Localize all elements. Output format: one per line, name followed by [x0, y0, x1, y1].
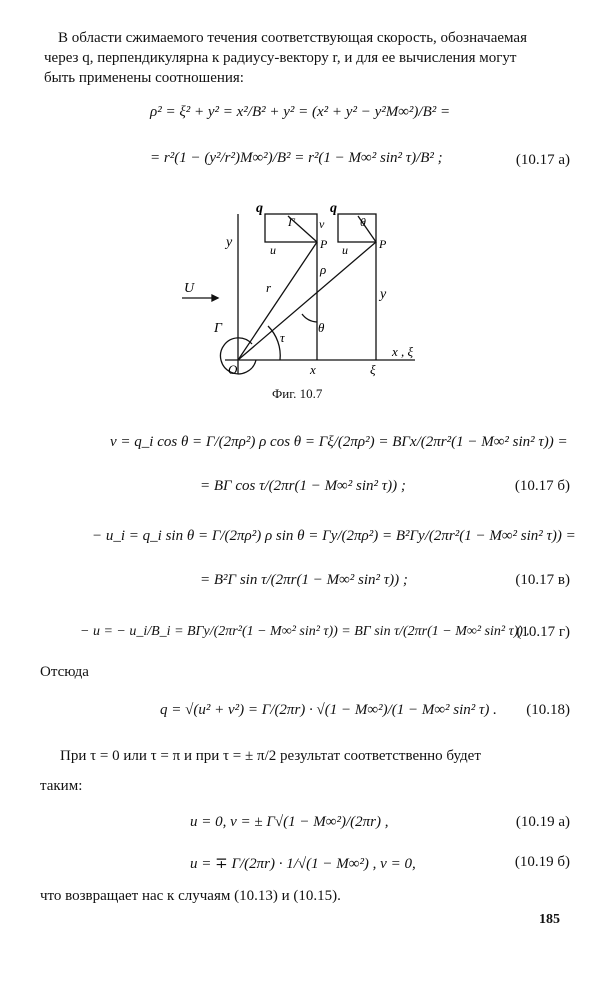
equation-label-10-19b: (10.19 б) — [514, 854, 570, 870]
page-number: 185 — [539, 912, 560, 927]
closing-text: что возвращает нас к случаям (10.13) и (10.15). — [40, 888, 341, 904]
equation-label-10-17v: (10.17 в) — [515, 572, 570, 588]
equation-label-10-17a: (10.17 а) — [515, 152, 570, 168]
label-u-infinity: U — [184, 281, 195, 296]
equation-10-18-row1: q = √(u² + v²) = Γ/(2πr) · √(1 − M∞²)/(1 − M∞² sin² τ) . — [160, 702, 497, 718]
label-xi-tick: ξ — [370, 362, 376, 377]
label-ui: u — [342, 243, 348, 257]
equation-10-17v-row2: = B²Γ sin τ/(2πr(1 − M∞² sin² τ)) ; — [200, 572, 408, 588]
label-theta-top: θ — [360, 215, 366, 229]
label-tau: τ — [280, 330, 285, 345]
label-gamma-top: Γ — [288, 215, 295, 229]
equation-10-17g-row1: − u = − u_i/B_i = BΓy/(2πr²(1 − M∞² sin² τ)) = BΓ sin τ/(2πr(1 − M∞² sin² τ)) . — [80, 624, 530, 639]
intro-line-1: В области сжимаемого течения соответствующая скорость, обозначаемая — [58, 30, 527, 46]
equation-10-19a-row1: u = 0, v = ± Γ√(1 − M∞²)/(2πr) , — [190, 814, 389, 830]
otsyuda-text: Отсюда — [40, 664, 89, 680]
equation-10-17b-row1: v = q_i cos θ = Γ/(2πρ²) ρ cos θ = Γξ/(2πρ²) = BΓx/(2πr²(1 − M∞² sin² τ)) = — [110, 434, 568, 450]
label-r: r — [266, 280, 272, 295]
label-y-right: y — [380, 287, 387, 302]
label-v: v — [319, 217, 325, 231]
equation-10-19b-row1: u = ∓ Γ/(2πr) · 1/√(1 − M∞²) , v = 0, — [190, 856, 416, 872]
equation-label-10-19a: (10.19 а) — [515, 814, 570, 830]
label-origin: O — [228, 362, 238, 377]
label-q-left: q — [256, 201, 263, 216]
equation-10-17v-row1: − u_i = q_i sin θ = Γ/(2πρ²) ρ sin θ = Γy/(2πρ²) = B²Γy/(2πr²(1 − M∞² sin² τ)) = — [92, 528, 576, 544]
label-u: u — [270, 243, 276, 257]
result-line-2: таким: — [40, 778, 83, 794]
label-y-axis: y — [226, 235, 233, 250]
label-axis-x: x , ξ — [392, 344, 414, 359]
label-q-right: q — [330, 201, 337, 216]
equation-label-10-17b: (10.17 б) — [514, 478, 570, 494]
result-line-1: При τ = 0 или τ = π и при τ = ± π/2 результат соответственно будет — [60, 748, 481, 764]
figure-caption: Фиг. 10.7 — [272, 386, 323, 401]
intro-line-2: через q, перпендикулярна к радиусу-вектору r, и для ее вычисления могут — [44, 50, 517, 66]
intro-line-3: быть применены соотношения: — [44, 70, 244, 86]
label-gamma: Γ — [214, 321, 222, 336]
equation-10-17a-row1: ρ² = ξ² + y² = x²/B² + y² = (x² + y² − y²M∞²)/B² = — [150, 104, 451, 120]
figure-10-7 — [170, 194, 440, 384]
label-rho: ρ — [320, 262, 327, 277]
equation-10-17b-row2: = BΓ cos τ/(2πr(1 − M∞² sin² τ)) ; — [200, 478, 406, 494]
label-p-right: P — [379, 237, 387, 251]
label-p-left: P — [320, 237, 328, 251]
equation-label-10-18: (10.18) — [526, 702, 570, 718]
label-x-tick: x — [310, 362, 316, 377]
label-theta: θ — [318, 320, 325, 335]
equation-10-17a-row2: = r²(1 − (y²/r²)M∞²)/B² = r²(1 − M∞² sin² τ)/B² ; — [150, 150, 443, 166]
equation-label-10-17g: (10.17 г) — [516, 624, 570, 640]
